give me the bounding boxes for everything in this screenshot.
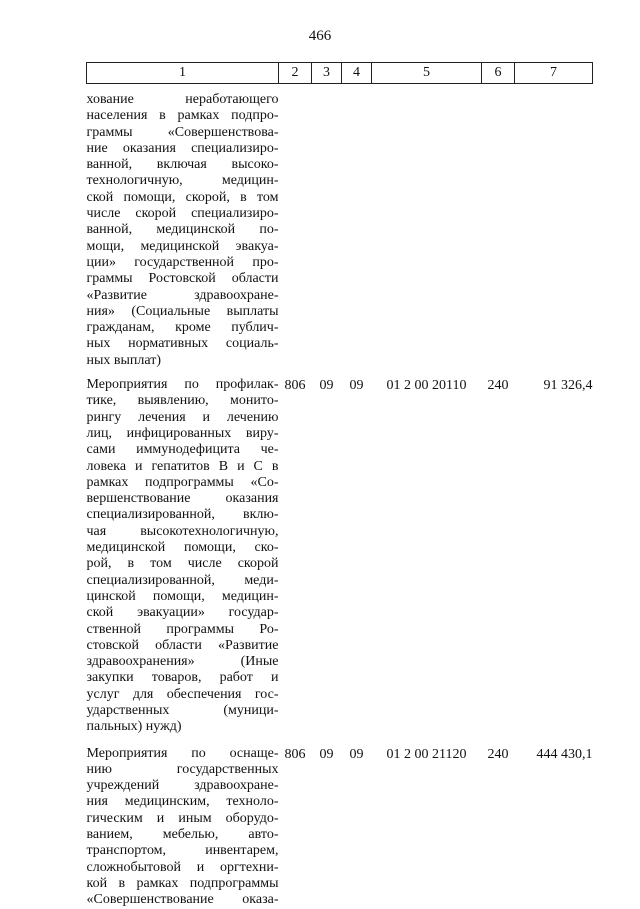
subsection-code: 09: [349, 378, 364, 394]
description-line: транспортом, инвентарем,: [86, 843, 279, 859]
section-code: 09: [319, 746, 334, 762]
header-cell: 2: [279, 63, 312, 84]
description-line: ния» (Социальные выплаты: [86, 303, 279, 319]
amount-value: 91 326,4: [543, 378, 593, 394]
header-cell: 7: [515, 63, 593, 84]
description-line: цинской помощи, медицин-: [86, 588, 279, 604]
expense-type-code: 240: [487, 746, 509, 762]
ministry-code: 806: [284, 378, 306, 394]
description-line: Мероприятия по профилак-: [86, 377, 279, 393]
header-cell: 1: [87, 63, 279, 84]
subsection-code: [342, 84, 372, 370]
description-line: лиц, инфицированных виру-: [86, 425, 279, 441]
description-line: ния медицинским, техноло-: [86, 794, 279, 810]
target-article-code: 01 2 00 21120: [386, 746, 467, 762]
description-line: ванной, медицинской по-: [86, 222, 279, 238]
amount-value: [515, 84, 593, 370]
target-article-code: [372, 84, 482, 370]
description-line: ударственных (муници-: [86, 702, 279, 718]
description-line: ственной программы Ро-: [86, 621, 279, 637]
description-line: здравоохранения» (Иные: [86, 654, 279, 670]
description-line: ской помощи, скорой, в том: [86, 189, 279, 205]
description-line: ловека и гепатитов В и С в: [86, 458, 279, 474]
budget-table: [86, 62, 593, 909]
description-line: сами иммунодефицита че-: [86, 442, 279, 458]
description-line: ние оказания специализиро-: [86, 140, 279, 156]
description-line: специализированной, меди-: [86, 572, 279, 588]
description-line: числе скорой специализиро-: [86, 206, 279, 222]
description-line: мощи, медицинской эвакуа-: [86, 238, 279, 254]
description-line: услуг для обеспечения гос-: [86, 686, 279, 702]
target-article-code: 01 2 00 20110: [386, 378, 467, 394]
description-line: нию государственных: [86, 761, 279, 777]
row-description: [87, 736, 279, 909]
header-cell: 6: [482, 63, 515, 84]
description-line: тике, выявлению, монито-: [86, 393, 279, 409]
header-cell: 3: [312, 63, 342, 84]
table-row: [87, 736, 593, 909]
page-number: 466: [308, 28, 332, 44]
description-line: ванной, включая высоко-: [86, 157, 279, 173]
description-line: рой, в том числе скорой: [86, 556, 279, 572]
description-line: вершенствование оказания: [86, 491, 279, 507]
description-line: граммы «Совершенствова-: [86, 124, 279, 140]
expense-type-code: 240: [487, 378, 509, 394]
header-cell: 4: [342, 63, 372, 84]
header-cell: 5: [372, 63, 482, 84]
description-line: гическим и иным оборудо-: [86, 810, 279, 826]
description-line: Мероприятия по оснаще-: [86, 745, 279, 761]
description-line: закупки товаров, работ и: [86, 670, 279, 686]
row-description: [87, 84, 279, 370]
description-line: хование неработающего: [86, 92, 279, 107]
row-description: [87, 369, 279, 736]
description-line: чая высокотехнологичную,: [86, 523, 279, 539]
description-line: учреждений здравоохране-: [86, 778, 279, 794]
subsection-code: 09: [349, 746, 364, 762]
section-code: [312, 84, 342, 370]
amount-value: 444 430,1: [536, 746, 593, 762]
description-line: граммы Ростовской области: [86, 271, 279, 287]
description-line: медицинской помощи, ско-: [86, 540, 279, 556]
ministry-code: [279, 84, 312, 370]
description-line: ных нормативных социаль-: [86, 336, 279, 352]
table-row: [87, 369, 593, 736]
description-line: гражданам, кроме публич-: [86, 320, 279, 336]
description-line: населения в рамках подпро-: [86, 108, 279, 124]
table-row: [87, 84, 593, 370]
description-line: ции» государственной про-: [86, 254, 279, 270]
description-line: ных выплат): [86, 352, 162, 368]
description-line: сложнобытовой и оргтехни-: [86, 859, 279, 875]
ministry-code: 806: [284, 746, 306, 762]
description-line: пальных) нужд): [86, 719, 182, 735]
table-header-row: [87, 63, 593, 84]
description-line: рамках подпрограммы «Со-: [86, 474, 279, 490]
description-line: технологичную, медицин-: [86, 173, 279, 189]
expense-type-code: [482, 84, 515, 370]
section-code: 09: [319, 378, 334, 394]
description-line: «Развитие здравоохране-: [86, 287, 279, 303]
description-line: стовской области «Развитие: [86, 637, 279, 653]
description-line: ской эвакуации» государ-: [86, 605, 279, 621]
description-line: рингу лечения и лечению: [86, 409, 279, 425]
description-line: ванием, мебелью, авто-: [86, 827, 279, 843]
description-line: «Совершенствование оказа-: [86, 892, 279, 908]
description-line: специализированной, вклю-: [86, 507, 279, 523]
description-line: кой в рамках подпрограммы: [86, 875, 279, 891]
